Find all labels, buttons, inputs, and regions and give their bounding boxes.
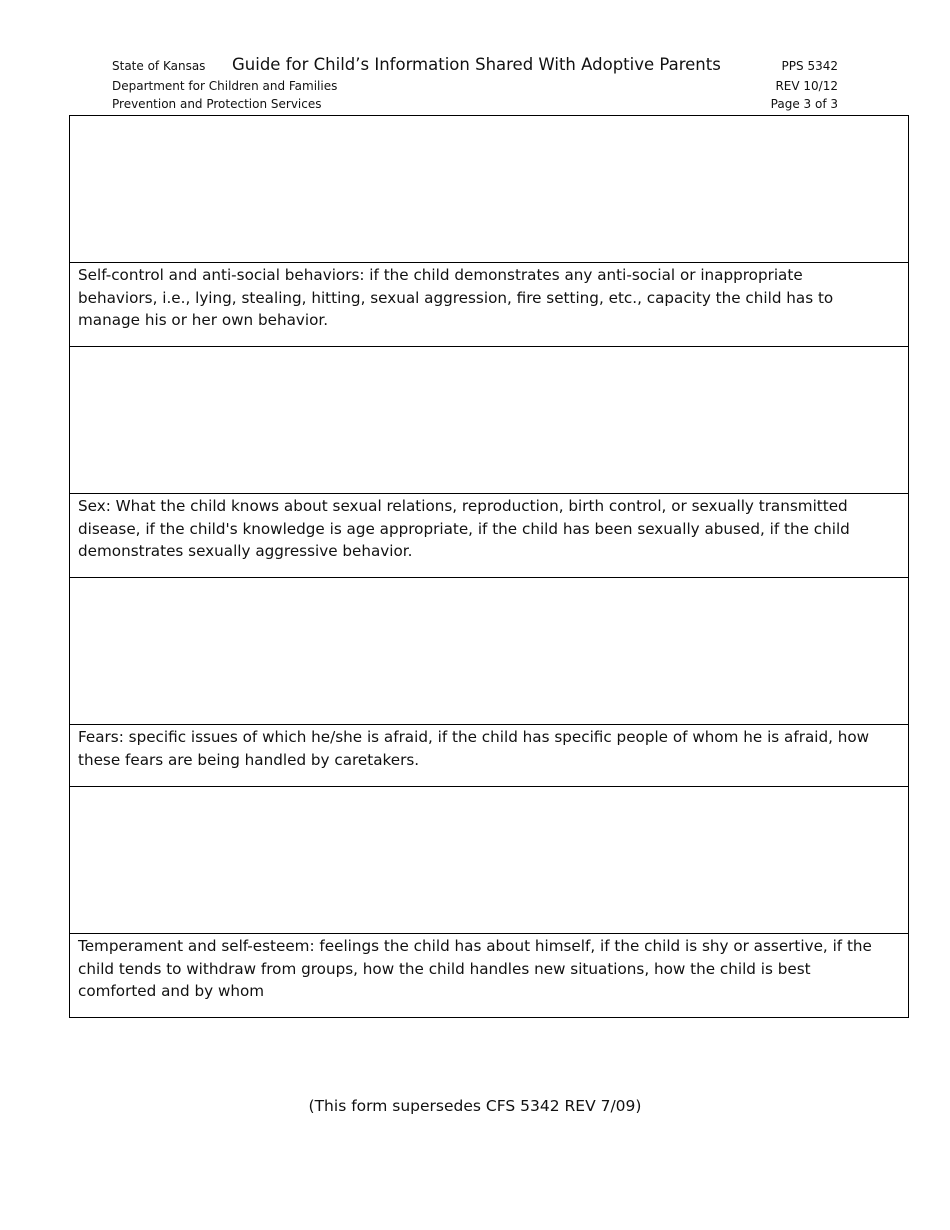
prompt-fears: Fears: specific issues of which he/she is afraid, if the child has specific people of whom he is afraid, how these fears are being handled by caretakers. (70, 725, 908, 787)
department-label: Department for Children and Families (112, 79, 338, 93)
form-table (69, 115, 909, 1018)
prompt-sex: Sex: What the child knows about sexual relations, reproduction, birth control, or sexually transmitted disease, if the child's knowledge is age appropriate, if the child has been sexually abused, if the child demonstrates sexually aggressive behavior. (70, 494, 908, 578)
answer-cell-previous[interactable] (70, 116, 908, 263)
prompt-self-control: Self-control and anti-social behaviors: if the child demonstrates any anti-social or inappropriate behaviors, i.e., lying, stealing, hitting, sexual aggression, fire setting, etc., capacity the child has to manage his or her own behavior. (70, 263, 908, 347)
answer-cell-fears[interactable] (70, 787, 908, 934)
page-number: Page 3 of 3 (770, 97, 838, 111)
state-label: State of Kansas (112, 59, 206, 73)
form-number: PPS 5342 (781, 59, 838, 73)
division-label: Prevention and Protection Services (112, 97, 322, 111)
revision-label: REV 10/12 (775, 79, 838, 93)
answer-cell-self-control[interactable] (70, 347, 908, 494)
supersedes-note: (This form supersedes CFS 5342 REV 7/09) (308, 1097, 642, 1115)
answer-cell-sex[interactable] (70, 578, 908, 725)
form-title: Guide for Child’s Information Shared With Adoptive Parents (232, 55, 721, 74)
prompt-temperament: Temperament and self-esteem: feelings the child has about himself, if the child is shy or assertive, if the child tends to withdraw from groups, how the child handles new situations, how the child is best comforted and by whom (70, 934, 908, 1018)
